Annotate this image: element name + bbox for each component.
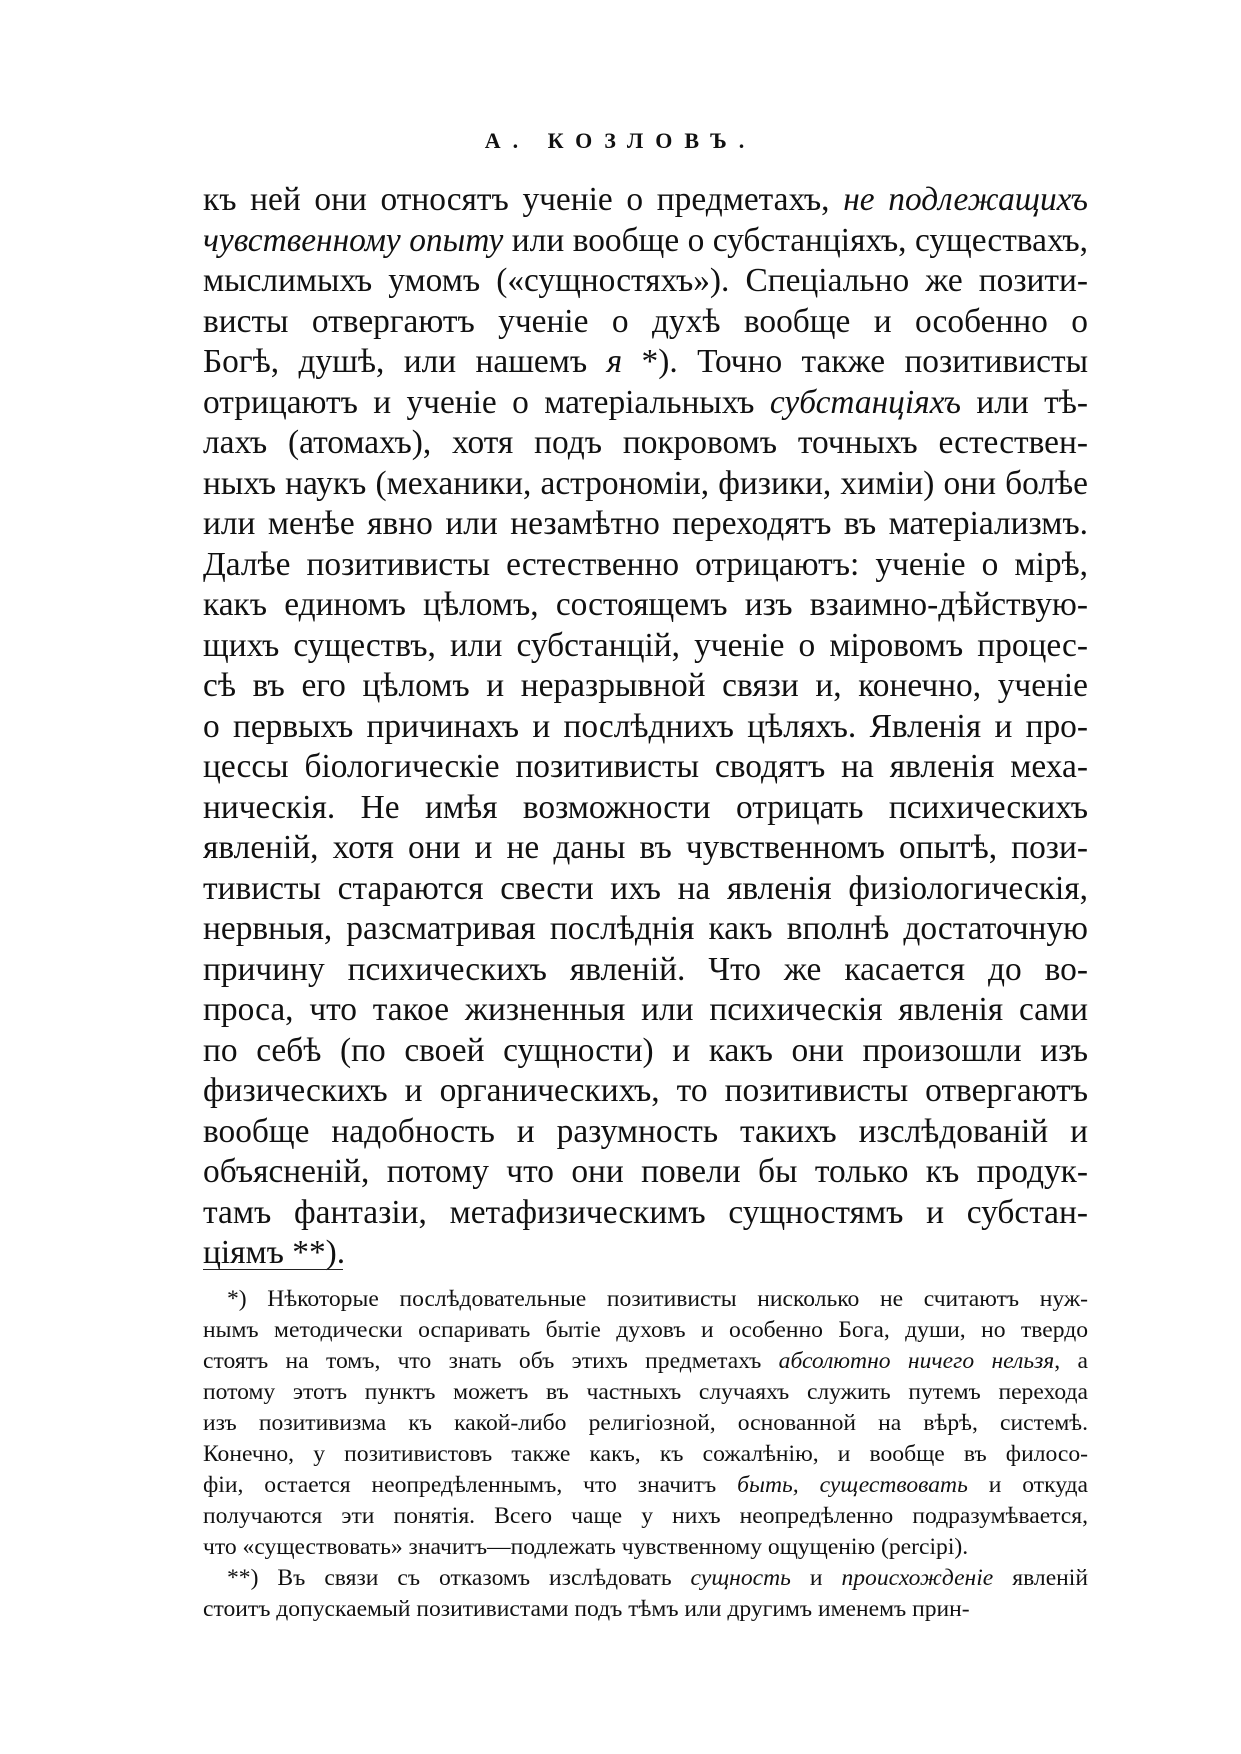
text-run: что «существовать» значитъ—подлежать чувственному ощущенію (percipi).: [203, 1534, 969, 1560]
text-run: получаются эти понятія. Всего чаще у нихъ неопредѣленно подразумѣвается,: [203, 1503, 1088, 1529]
italic-run: субстанціяхъ: [769, 383, 961, 421]
text-line: [203, 1233, 1088, 1274]
text-line: [203, 666, 1088, 707]
text-run: щихъ существъ, или субстанцій, ученіе о міровомъ процес-: [203, 626, 1088, 664]
text-run: или вообще о субстанціяхъ, существахъ,: [503, 221, 1088, 259]
text-line: [203, 747, 1088, 788]
footnote-line: [203, 1563, 1088, 1594]
text-line: [203, 342, 1088, 383]
text-line: [203, 909, 1088, 950]
text-run: ническія. Не имѣя возможности отрицать психическихъ: [203, 788, 1088, 826]
italic-run: абсолютно ничего нельзя: [778, 1348, 1055, 1374]
text-run: къ ней они относятъ ученіе о предметахъ,: [203, 181, 844, 218]
text-line: [203, 990, 1088, 1031]
italic-run: происхожденіе: [841, 1565, 994, 1591]
text-line: [203, 423, 1088, 464]
text-run: ныхъ наукъ (механики, астрономіи, физики, химіи) они болѣе: [203, 464, 1088, 502]
text-line: [203, 788, 1088, 829]
text-line: [203, 1112, 1088, 1153]
text-run: какъ единомъ цѣломъ, состоящемъ изъ взаимно-дѣйствую-: [203, 586, 1088, 623]
text-run: ціямъ **).: [203, 1234, 346, 1271]
text-line: [203, 1031, 1088, 1072]
running-head: А. КОЗЛОВЪ.: [484, 128, 757, 153]
footnote-line: [203, 1408, 1088, 1439]
text-run: о первыхъ причинахъ и послѣднихъ цѣляхъ. Явленія и про-: [203, 707, 1088, 745]
text-line: [203, 707, 1088, 748]
text-run: изъ позитивизма къ какой-либо религіозной, основанной на вѣрѣ, системѣ.: [203, 1410, 1088, 1436]
italic-run: сущность: [690, 1565, 791, 1591]
text-run: объясненій, потому что они повели бы только къ продук-: [203, 1153, 1088, 1190]
text-line: [203, 1152, 1088, 1193]
footnote-line: [203, 1470, 1088, 1501]
text-run: физическихъ и органическихъ, то позитивисты отвергаютъ: [203, 1072, 1088, 1109]
footnote-line: [203, 1315, 1088, 1346]
footnote-line: [203, 1439, 1088, 1470]
italic-run: я: [606, 343, 623, 380]
footnote-line: [203, 1501, 1088, 1532]
italic-run: чувственному опыту: [203, 221, 504, 259]
text-run: Конечно, у позитивистовъ также какъ, къ сожалѣнію, и вообще въ филосо-: [203, 1441, 1088, 1467]
text-run: *) Нѣкоторые послѣдовательные позитивисты нисколько не считаютъ нуж-: [227, 1286, 1088, 1312]
text-run: нымъ методически оспаривать бытіе духовъ и особенно Бога, души, но твердо: [203, 1317, 1088, 1343]
text-run: потому этотъ пунктъ можетъ въ частныхъ случаяхъ служить путемъ перехода: [203, 1379, 1088, 1405]
text-run: стоятъ на томъ, что знать объ этихъ предметахъ: [203, 1348, 779, 1374]
text-line: [203, 383, 1088, 424]
text-line: [203, 828, 1088, 869]
main-text: [203, 180, 1088, 1274]
text-run: явленій, хотя они и не даны въ чувственномъ опытѣ, пози-: [203, 829, 1088, 866]
text-run: фіи, остается неопредѣленнымъ, что значитъ: [203, 1472, 738, 1498]
text-run: , а: [1054, 1348, 1088, 1374]
text-run: висты отвергаютъ ученіе о духѣ вообще и особенно о: [203, 302, 1088, 340]
text-line: [203, 869, 1088, 910]
text-run: проса, что такое жизненныя или психическія явленія сами: [203, 991, 1088, 1028]
text-run: Далѣе позитивисты естественно отрицаютъ: ученіе о мірѣ,: [203, 545, 1088, 583]
footnote-rule: [203, 1269, 343, 1270]
text-run: цессы біологическіе позитивисты сводятъ на явленія меха-: [203, 748, 1088, 785]
text-run: тамъ фантазіи, метафизическимъ сущностямъ и субстан-: [203, 1193, 1088, 1231]
text-line: [203, 261, 1088, 302]
text-line: [203, 302, 1088, 343]
text-run: **) Въ связи съ отказомъ изслѣдовать: [227, 1565, 691, 1591]
text-run: *). Точно также позитивисты: [622, 343, 1089, 380]
text-line: [203, 545, 1088, 586]
italic-run: быть, существовать: [737, 1472, 968, 1498]
text-line: [203, 626, 1088, 667]
text-run: явленій: [993, 1565, 1088, 1591]
text-line: [203, 1193, 1088, 1234]
text-line: [203, 1071, 1088, 1112]
text-run: нервныя, разсматривая послѣднія какъ вполнѣ достаточную: [203, 910, 1088, 947]
text-run: отрицаютъ и ученіе о матеріальныхъ: [203, 383, 770, 421]
text-run: вообще надобность и разумность такихъ изслѣдованій и: [203, 1112, 1088, 1150]
text-line: [203, 221, 1088, 262]
text-run: стоитъ допускаемый позитивистами подъ тѣмъ или другимъ именемъ прин-: [203, 1596, 970, 1622]
text-run: мыслимыхъ умомъ («сущностяхъ»). Спеціально же позити-: [203, 262, 1088, 299]
footnote-line: [203, 1346, 1088, 1377]
italic-run: не подлежащихъ: [843, 181, 1089, 218]
text-line: [203, 950, 1088, 991]
text-line: [203, 504, 1088, 545]
text-run: или менѣе явно или незамѣтно переходятъ въ матеріализмъ.: [203, 505, 1088, 542]
footnote-line: [203, 1284, 1088, 1315]
text-run: причину психическихъ явленій. Что же касается до во-: [203, 950, 1088, 988]
text-line: [203, 180, 1088, 221]
text-run: и откуда: [967, 1472, 1088, 1498]
footnotes: [203, 1284, 1088, 1625]
text-run: или тѣ-: [961, 383, 1088, 421]
text-run: Богѣ, душѣ, или нашемъ: [203, 343, 607, 380]
text-run: сѣ въ его цѣломъ и неразрывной связи и, конечно, ученіе: [203, 667, 1088, 704]
text-run: по себѣ (по своей сущности) и какъ они произошли изъ: [203, 1031, 1088, 1069]
text-run: лахъ (атомахъ), хотя подъ покровомъ точныхъ естествен-: [203, 424, 1088, 461]
text-line: [203, 464, 1088, 505]
text-line: [203, 585, 1088, 626]
text-run: тивисты стараются свести ихъ на явленія физіологическія,: [203, 869, 1088, 907]
footnote-line: [203, 1377, 1088, 1408]
footnote-line: [203, 1594, 1088, 1625]
footnote-line: [203, 1532, 1088, 1563]
text-run: и: [790, 1565, 842, 1591]
